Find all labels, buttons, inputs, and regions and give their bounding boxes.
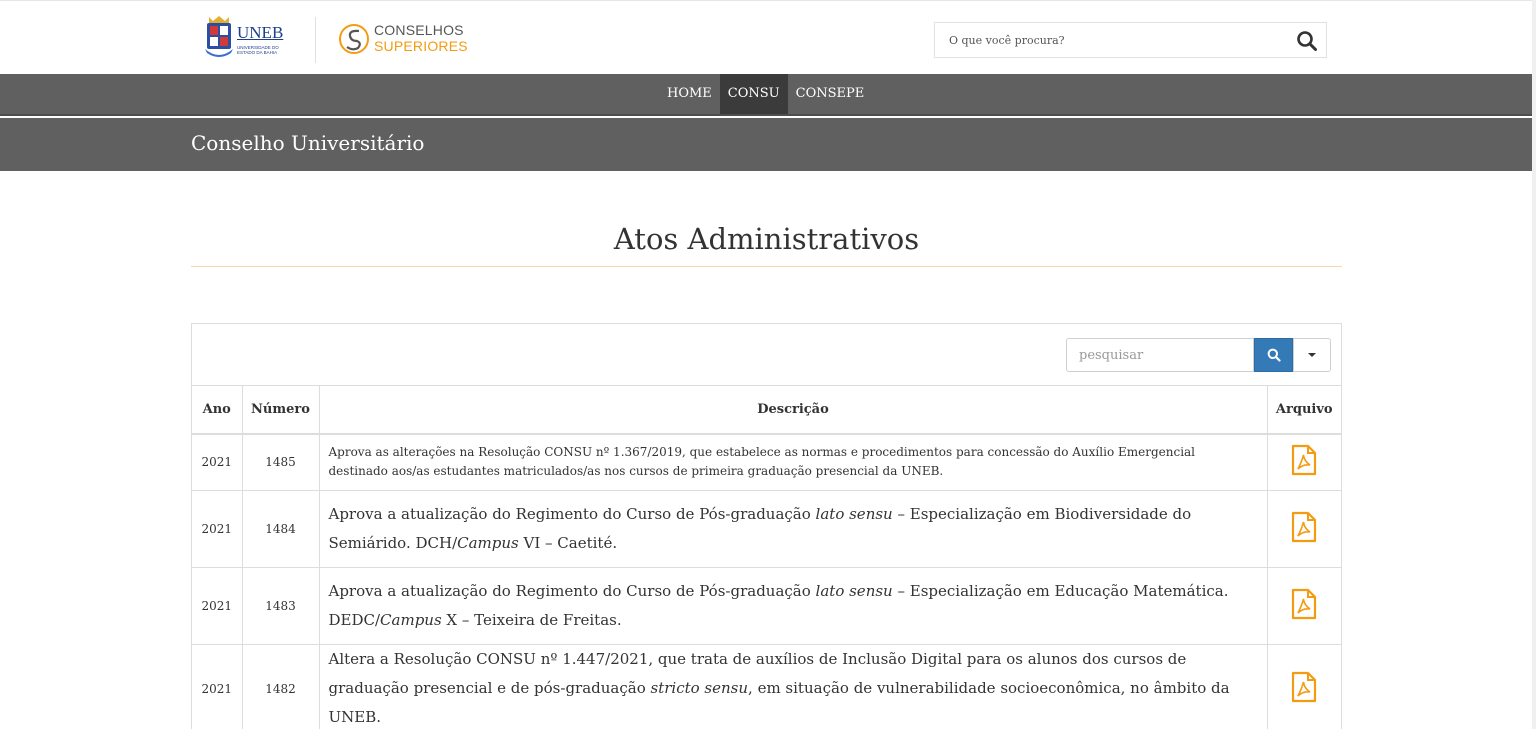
- desc-italic: lato sensu: [815, 582, 893, 600]
- table-row: [192, 568, 1341, 645]
- cell-arquivo: [1267, 645, 1341, 729]
- desc-italic: lato sensu: [815, 505, 893, 523]
- cell-arquivo: [1267, 434, 1341, 491]
- desc-text: X – Teixeira de Freitas.: [441, 611, 622, 629]
- desc-text: – Especialização em Biodiversidade do Semiárido. DCH/: [328, 505, 1192, 552]
- pdf-icon[interactable]: [1290, 511, 1318, 543]
- column-header-descricao[interactable]: Descrição: [319, 386, 1267, 434]
- site-search-input[interactable]: [935, 23, 1285, 57]
- desc-text: , em situação de vulnerabilidade socioeconômica, no âmbito da UNEB.: [328, 679, 1230, 726]
- desc-italic: Campus: [457, 534, 519, 552]
- cell-descricao: [319, 645, 1267, 729]
- cell-ano: 2021: [192, 568, 242, 645]
- cell-descricao: [319, 491, 1267, 568]
- cell-ano: 2021: [192, 434, 242, 491]
- cell-descricao: [319, 568, 1267, 645]
- uneb-logo[interactable]: [204, 15, 300, 61]
- search-options-dropdown[interactable]: [1293, 338, 1331, 372]
- nav-item-consu[interactable]: CONSU: [720, 74, 788, 114]
- desc-text: – Especialização em Educação Matemática. DEDC/: [328, 582, 1229, 629]
- cell-ano: 2021: [192, 645, 242, 729]
- title-divider: [191, 266, 1342, 267]
- caret-down-icon: [1308, 353, 1316, 357]
- table-row: [192, 645, 1341, 729]
- desc-text: Aprova a atualização do Regimento do Curso de Pós-graduação: [328, 505, 816, 523]
- column-header-numero[interactable]: Número: [242, 386, 319, 434]
- cell-numero: 1482: [242, 645, 319, 729]
- column-header-ano[interactable]: Ano: [192, 386, 242, 434]
- desc-text: Aprova a atualização do Regimento do Curso de Pós-graduação: [328, 582, 816, 600]
- table-search-input[interactable]: [1066, 338, 1254, 372]
- nav-item-home[interactable]: HOME: [667, 86, 712, 101]
- logo-divider: [315, 17, 316, 63]
- conselhos-logo-line2: SUPERIORES: [374, 38, 468, 54]
- nav-item-consepe[interactable]: CONSEPE: [795, 86, 865, 101]
- cell-arquivo: [1267, 568, 1341, 645]
- pdf-icon[interactable]: [1290, 671, 1318, 703]
- desc-italic: stricto sensu: [650, 679, 749, 697]
- cell-descricao: Aprova as alterações na Resolução CONSU nº 1.367/2019, que estabelece as normas e procedimentos para concessão do Auxílio Emergencial destinado aos/as estudantes matriculados/as nos cursos de primeira graduação presencial da UNEB.: [319, 434, 1267, 491]
- page-title: Atos Administrativos: [613, 222, 920, 256]
- cell-numero: 1484: [242, 491, 319, 568]
- column-header-arquivo[interactable]: Arquivo: [1267, 386, 1341, 434]
- desc-text: VI – Caetité.: [518, 534, 618, 552]
- cell-arquivo: [1267, 491, 1341, 568]
- pdf-icon[interactable]: [1290, 588, 1318, 620]
- table-toolbar: [192, 324, 1341, 385]
- section-title: Conselho Universitário: [191, 131, 425, 155]
- table-search-button[interactable]: [1254, 338, 1293, 372]
- site-search: [934, 22, 1327, 58]
- cell-numero: 1485: [242, 434, 319, 491]
- conselhos-mark-icon: [338, 22, 370, 56]
- table-row: [192, 491, 1341, 568]
- table-row: [192, 434, 1341, 491]
- uneb-logo-subtext: UNIVERSIDADE DO ESTADO DA BAHIA: [237, 45, 279, 55]
- uneb-crest-icon: [204, 15, 234, 61]
- uneb-logo-text: UNEB: [237, 23, 284, 42]
- nav-menu: [659, 74, 872, 114]
- pdf-icon[interactable]: [1290, 444, 1318, 476]
- table-header-row: [192, 386, 1341, 434]
- conselhos-logo-line1: CONSELHOS: [374, 22, 464, 38]
- page-scrollbar[interactable]: [1532, 0, 1536, 729]
- acts-table: [192, 385, 1341, 729]
- search-icon: [1267, 348, 1281, 362]
- cell-ano: 2021: [192, 491, 242, 568]
- conselhos-logo[interactable]: [338, 21, 478, 61]
- cell-numero: 1483: [242, 568, 319, 645]
- main-nav: [0, 74, 1536, 116]
- top-header: [0, 0, 1536, 74]
- desc-italic: Campus: [380, 611, 442, 629]
- section-header: [0, 118, 1536, 171]
- acts-table-panel: [191, 323, 1342, 729]
- desc-text: Altera a Resolução CONSU nº 1.447/2021, que trata de auxílios de Inclusão Digital para os alunos dos cursos de graduação presencial e de pós-graduação: [328, 650, 1187, 697]
- search-icon[interactable]: [1296, 30, 1318, 52]
